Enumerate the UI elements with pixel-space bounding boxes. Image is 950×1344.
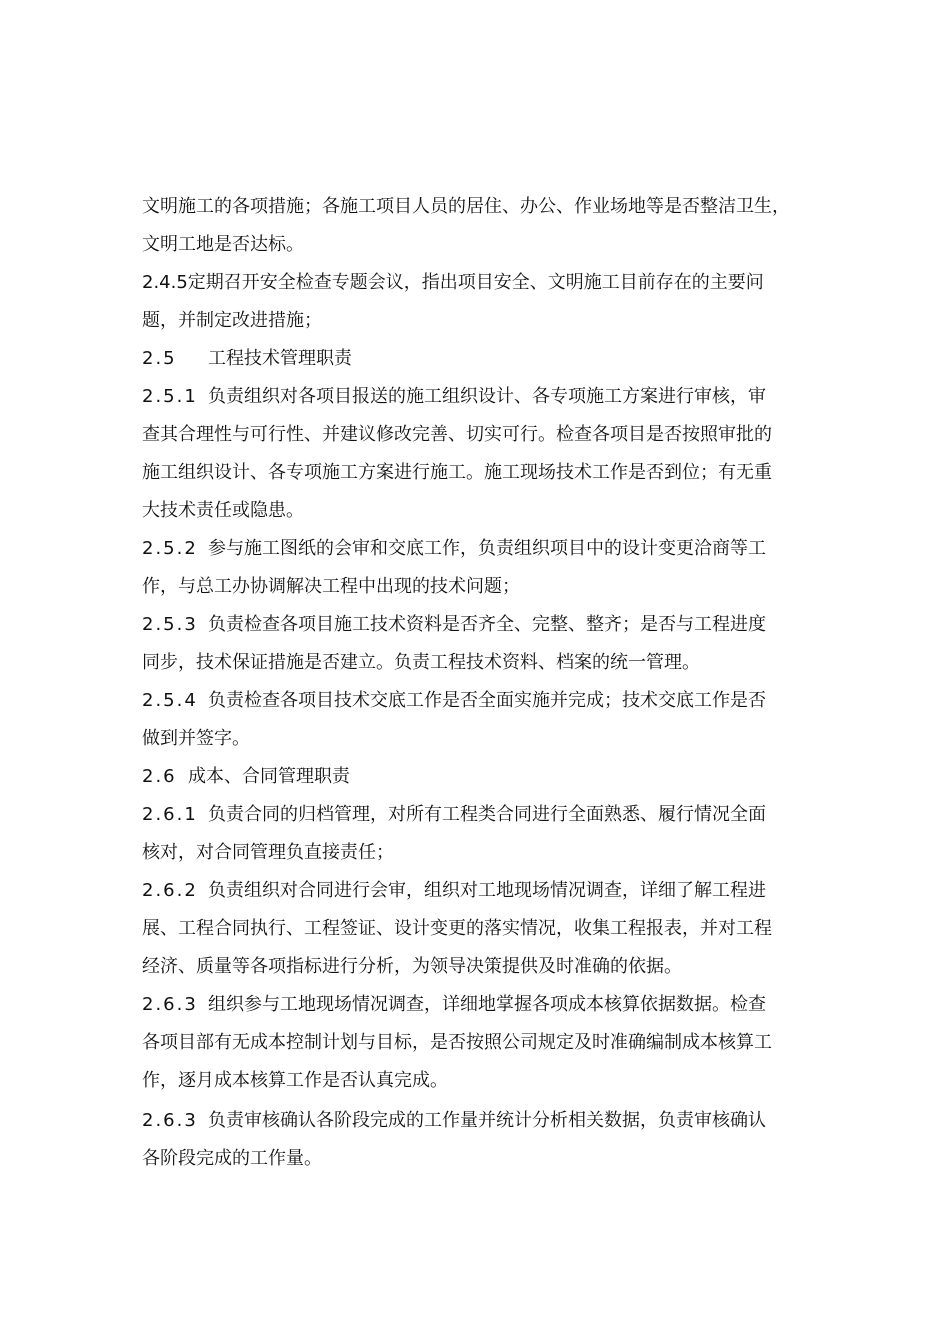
paragraph-line	[142, 416, 842, 454]
line-text: 负责检查各项目施工技术资料是否齐全、完整、整齐；是否与工程进度	[208, 614, 766, 635]
clause-number: 2.6.2	[142, 880, 198, 901]
line-text: 2.4.5定期召开安全检查专题会议，指出项目安全、文明施工目前存在的主要问	[142, 272, 764, 293]
line-text: 大技术责任或隐患。	[142, 500, 304, 521]
line-text: 作，与总工办协调解决工程中出现的技术问题；	[142, 576, 520, 597]
clause-line	[142, 606, 842, 644]
line-text: 负责合同的归档管理，对所有工程类合同进行全面熟悉、履行情况全面	[208, 804, 766, 825]
line-text: 查其合理性与可行性、并建议修改完善、切实可行。检查各项目是否按照审批的	[142, 424, 772, 445]
clause-number: 2.5.3	[142, 614, 198, 635]
paragraph-line	[142, 492, 842, 530]
clause-number: 2.6.3	[142, 994, 198, 1015]
line-text: 文明施工的各项措施；各施工项目人员的居住、办公、作业场地等是否整洁卫生，	[142, 196, 790, 217]
paragraph-line	[142, 720, 842, 758]
paragraph-line	[142, 568, 842, 606]
clause-line	[142, 378, 842, 416]
line-text: 组织参与工地现场情况调查，详细地掌握各项成本核算依据数据。检查	[208, 994, 766, 1015]
line-text: 作，逐月成本核算工作是否认真完成。	[142, 1070, 448, 1091]
paragraph-line	[142, 644, 842, 682]
clause-number: 2.5.4	[142, 690, 198, 711]
section-heading	[142, 758, 842, 796]
line-text: 负责组织对合同进行会审，组织对工地现场情况调查，详细了解工程进	[208, 880, 766, 901]
paragraph-line	[142, 834, 842, 872]
paragraph-line	[142, 1062, 842, 1100]
line-text: 各项目部有无成本控制计划与目标，是否按照公司规定及时准确编制成本核算工	[142, 1032, 772, 1053]
clause-number: 2.5.2	[142, 538, 198, 559]
clause-number: 2.6.3	[142, 1110, 198, 1131]
paragraph-line	[142, 1024, 842, 1062]
clause-number: 2.6.1	[142, 804, 198, 825]
paragraph-line	[142, 226, 842, 264]
paragraph-line	[142, 1140, 842, 1178]
clause-line	[142, 682, 842, 720]
clause-line	[142, 530, 842, 568]
line-text: 题，并制定改进措施；	[142, 310, 322, 331]
clause-number: 2.5.1	[142, 386, 198, 407]
line-text: 核对，对合同管理负直接责任；	[142, 842, 394, 863]
clause-line	[142, 796, 842, 834]
line-text: 负责审核确认各阶段完成的工作量并统计分析相关数据，负责审核确认	[208, 1110, 766, 1131]
paragraph-line	[142, 302, 842, 340]
section-number: 2.6	[142, 766, 177, 787]
line-text: 负责组织对各项目报送的施工组织设计、各专项施工方案进行审核，审	[208, 386, 766, 407]
line-text: 参与施工图纸的会审和交底工作，负责组织项目中的设计变更洽商等工	[208, 538, 766, 559]
line-text: 施工组织设计、各专项施工方案进行施工。施工现场技术工作是否到位；有无重	[142, 462, 772, 483]
clause-line	[142, 986, 842, 1024]
line-text: 负责检查各项目技术交底工作是否全面实施并完成；技术交底工作是否	[208, 690, 766, 711]
line-text: 经济、质量等各项指标进行分析，为领导决策提供及时准确的依据。	[142, 956, 682, 977]
clause-line	[142, 872, 842, 910]
line-text: 同步，技术保证措施是否建立。负责工程技术资料、档案的统一管理。	[142, 652, 700, 673]
section-heading	[142, 340, 842, 378]
line-text: 文明工地是否达标。	[142, 234, 304, 255]
paragraph-line	[142, 188, 842, 226]
section-number: 2.5	[142, 348, 177, 369]
line-text: 各阶段完成的工作量。	[142, 1148, 322, 1169]
paragraph-line	[142, 454, 842, 492]
section-title: 工程技术管理职责	[208, 348, 352, 369]
paragraph-line	[142, 948, 842, 986]
paragraph-line	[142, 910, 842, 948]
line-text: 做到并签字。	[142, 728, 250, 749]
clause-line	[142, 1102, 842, 1140]
paragraph-line	[142, 264, 842, 302]
line-text: 展、工程合同执行、工程签证、设计变更的落实情况，收集工程报表，并对工程	[142, 918, 772, 939]
section-title: 成本、合同管理职责	[188, 766, 350, 787]
